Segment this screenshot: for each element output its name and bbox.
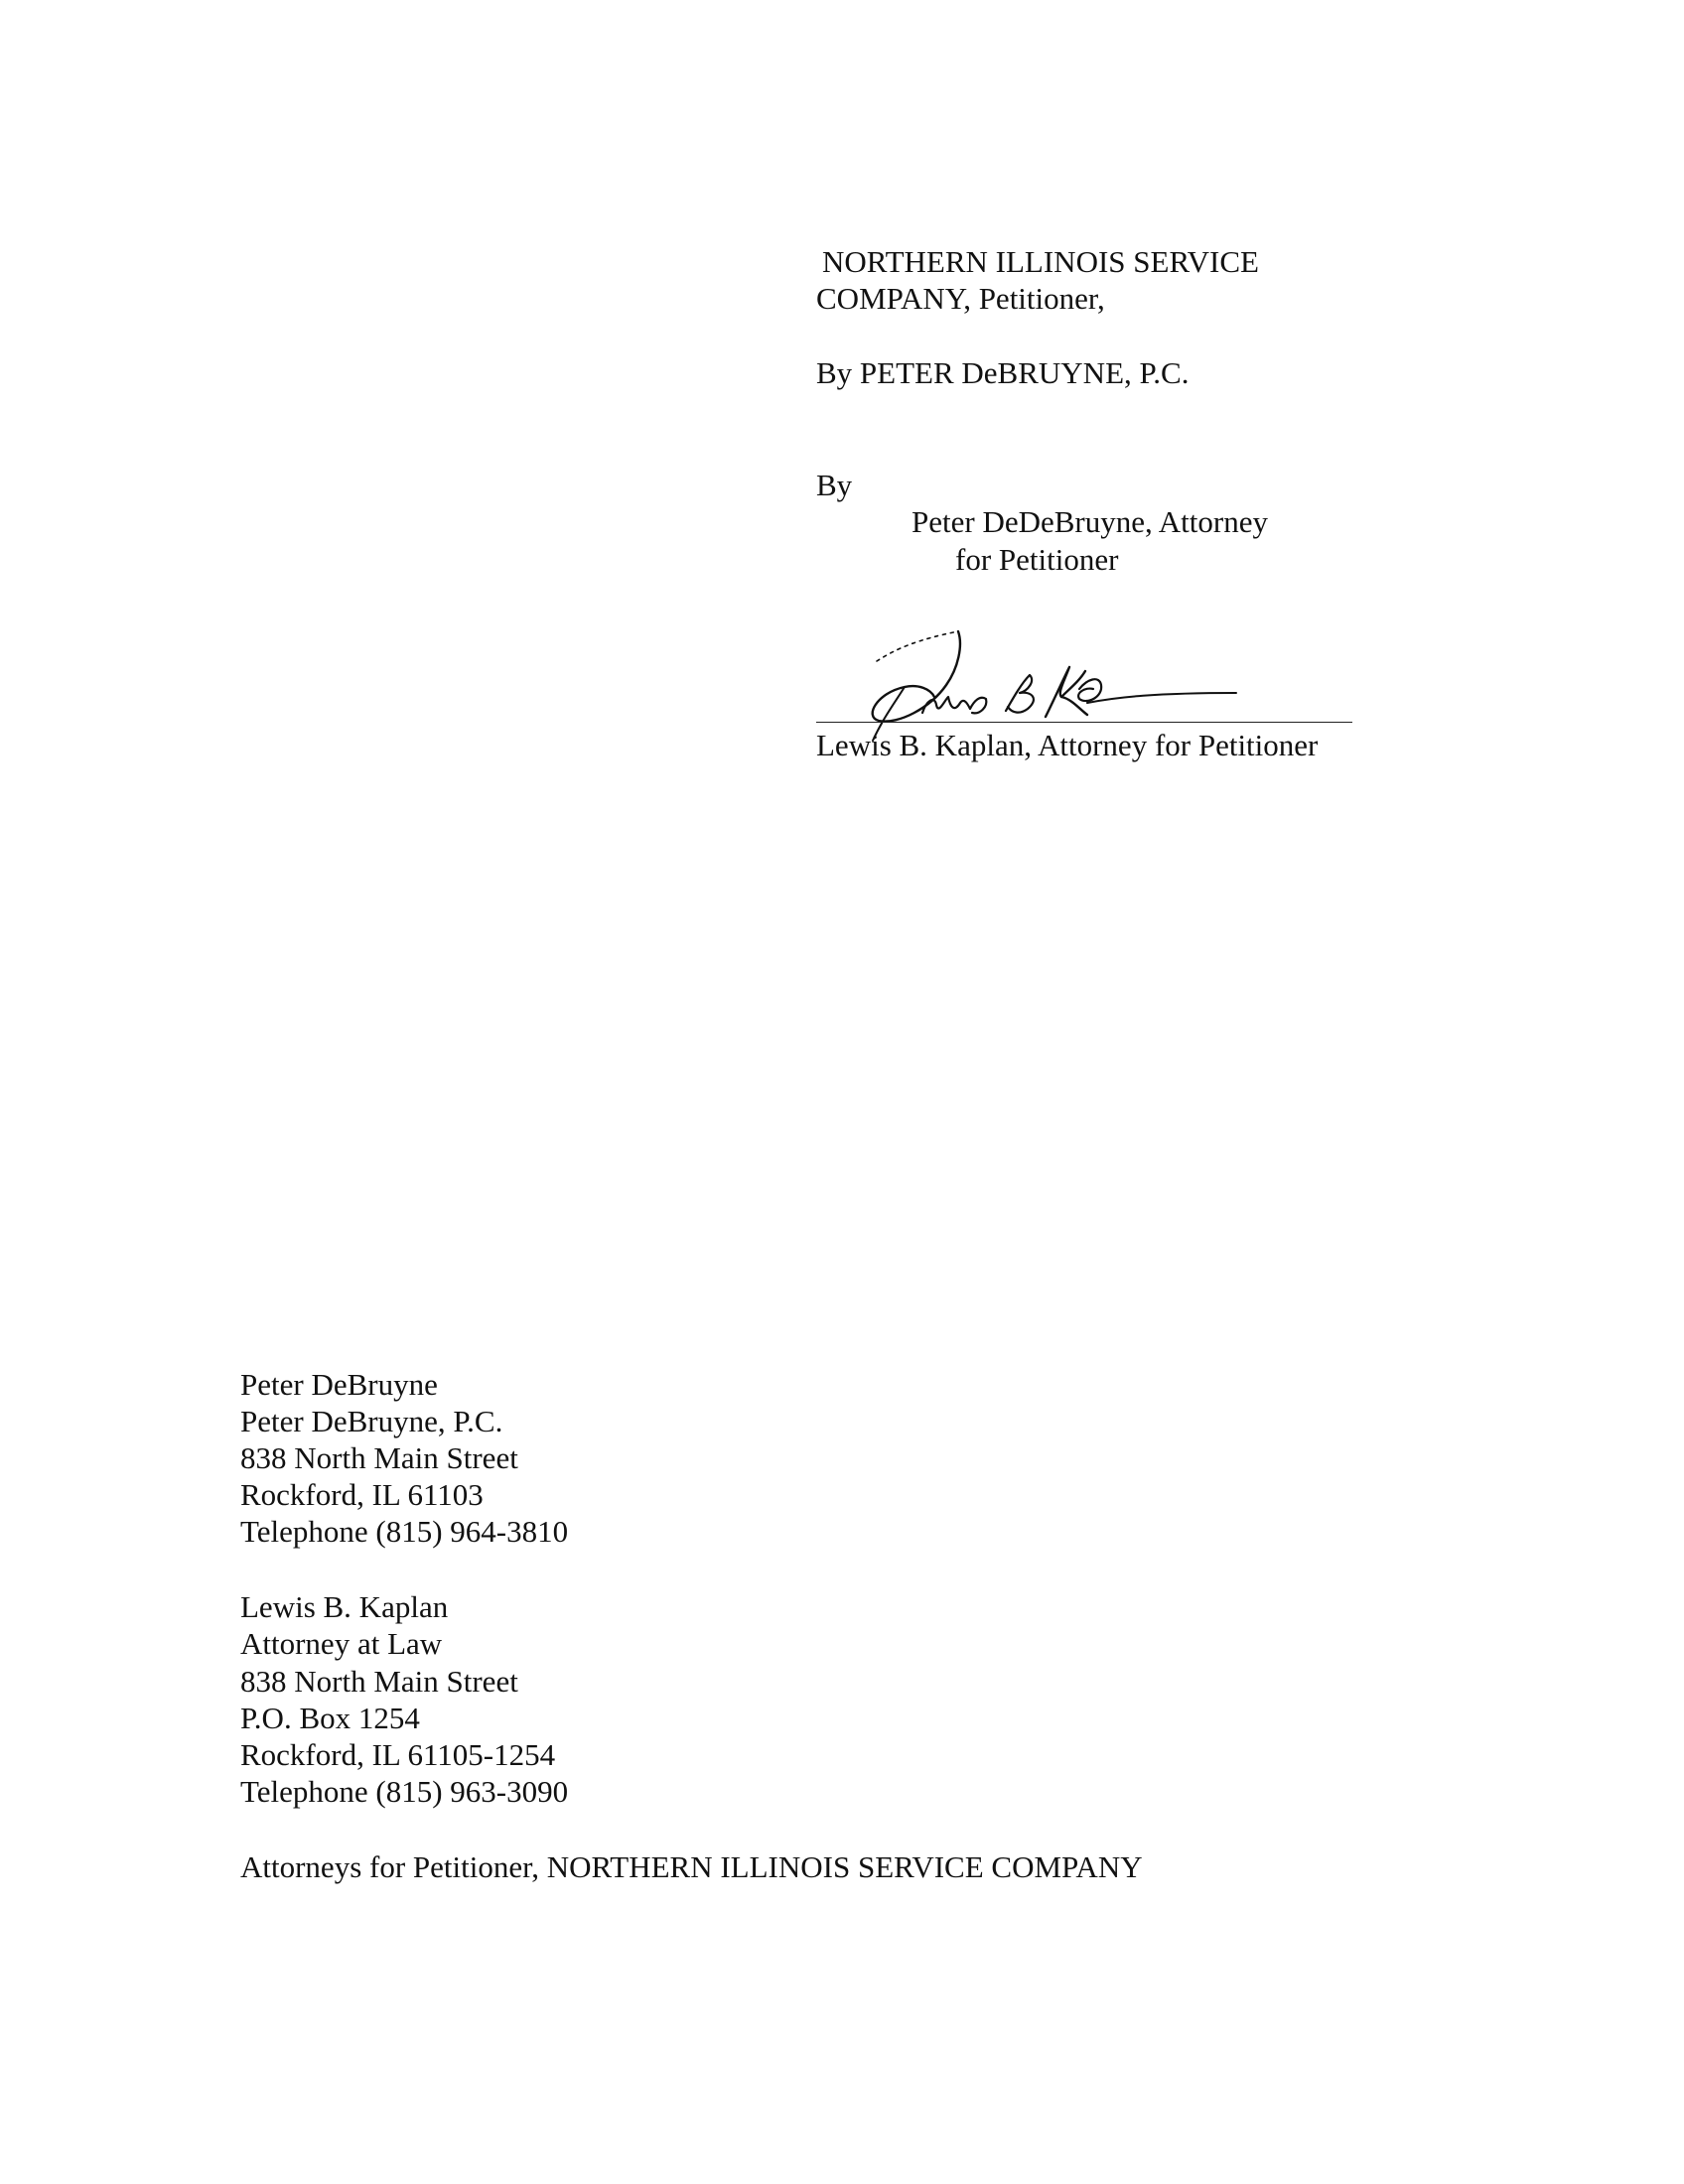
by-label: By (816, 468, 853, 502)
counsel-2-telephone: Telephone (815) 963-3090 (240, 1774, 569, 1809)
signature-line (816, 722, 1352, 723)
counsel-2-name: Lewis B. Kaplan (240, 1589, 449, 1624)
party-name-line-2: COMPANY, Petitioner, (816, 281, 1105, 316)
firm-by-line: By PETER DeBRUYNE, P.C. (816, 355, 1190, 390)
attorney-2-caption: Lewis B. Kaplan, Attorney for Petitioner (816, 728, 1319, 762)
counsel-2-street: 838 North Main Street (240, 1664, 518, 1699)
counsel-1-firm: Peter DeBruyne, P.C. (240, 1404, 503, 1438)
counsel-1-street: 838 North Main Street (240, 1440, 518, 1475)
counsel-1-name: Peter DeBruyne (240, 1367, 438, 1402)
counsel-1-telephone: Telephone (815) 964-3810 (240, 1514, 569, 1549)
attorney-1-line-1: Peter DeDeBruyne, Attorney (912, 504, 1268, 539)
counsel-2-po-box: P.O. Box 1254 (240, 1701, 420, 1735)
counsel-1-city: Rockford, IL 61103 (240, 1477, 484, 1512)
attorneys-for-note: Attorneys for Petitioner, NORTHERN ILLINOIS SERVICE COMPANY (240, 1849, 1143, 1884)
counsel-2-title: Attorney at Law (240, 1626, 443, 1661)
attorney-1-line-2: for Petitioner (955, 542, 1119, 577)
counsel-2-city: Rockford, IL 61105-1254 (240, 1737, 556, 1772)
party-name-line-1: NORTHERN ILLINOIS SERVICE (822, 244, 1259, 279)
